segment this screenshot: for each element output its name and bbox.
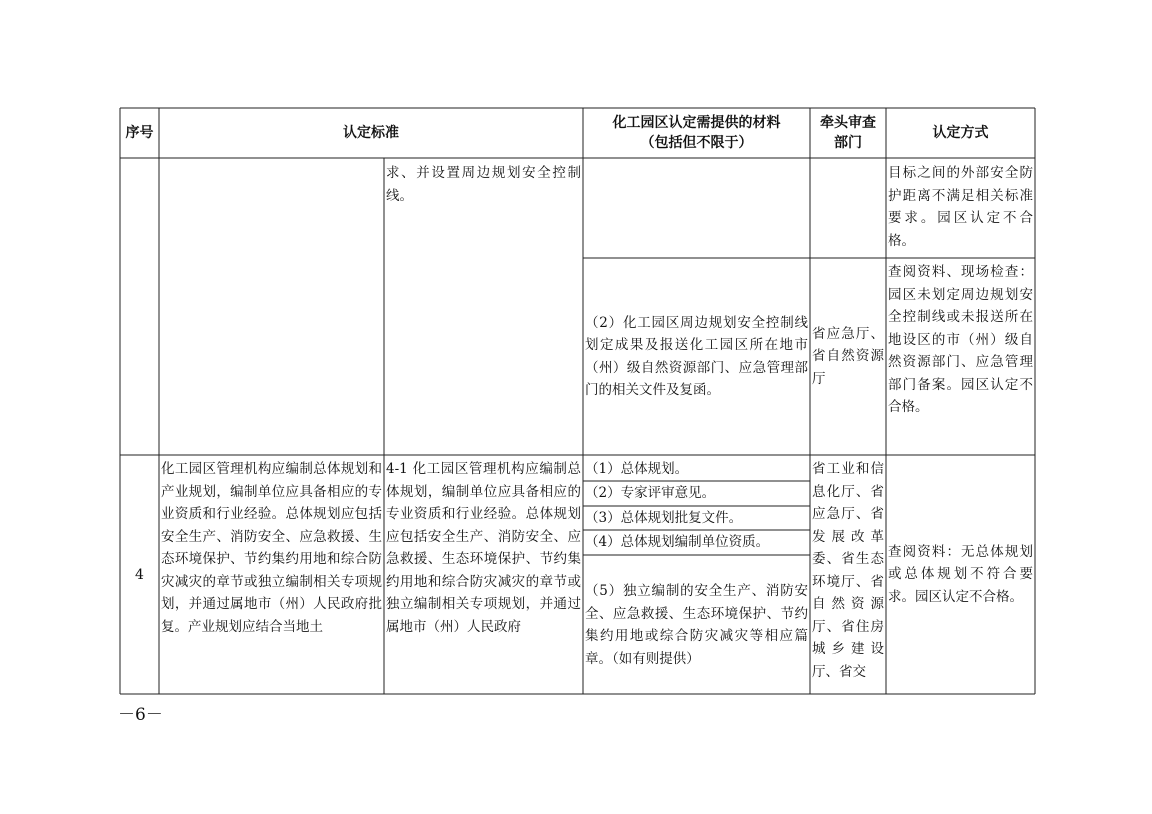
row4-material-4: （4）总体规划编制单位资质。 [585, 534, 770, 550]
row4-standard: 化工园区管理机构应编制总体规划和产业规划，编制单位应具备相应的专业资质和行业经验。总体规划应包括安全生产、消防安全、应急救援、生态环境保护、节约集约用地和综合防灾减灾的章节或独立编制相关专项规划，并通过属地市（州）人民政府批复。产业规划应结合当地土 [161, 461, 382, 635]
header-standard: 认定标准 [343, 125, 399, 141]
cont-method-1: 目标之间的外部安全防护距离不满足相关标准要求。园区认定不合格。 [888, 165, 1033, 249]
cont-substandard: 求、并设置周边规划安全控制线。 [386, 165, 581, 204]
row4-method: 查阅资料：无总体规划或总体规划不符合要求。园区认定不合格。 [888, 543, 1033, 605]
cont-method-2: 查阅资料、现场检查：园区未划定周边规划安全控制线或未报送所在地设区的市（州）级自然资源部门、应急管理部门备案。园区认定不合格。 [888, 264, 1033, 415]
page-number: －6－ [118, 705, 163, 725]
header-materials: 化工园区认定需提供的材料 （包括但不限于） [612, 115, 781, 151]
header-seq: 序号 [125, 125, 154, 141]
cont-dept-2: 省应急厅、省自然资源厅 [812, 325, 884, 387]
row4-material-3: （3）总体规划批复文件。 [585, 510, 743, 526]
row4-material-2: （2）专家评审意见。 [585, 485, 716, 501]
header-dept: 牵头审查 部门 [820, 115, 876, 151]
row4-substandard: 4-1 化工园区管理机构应编制总体规划，编制单位应具备相应的专业资质和行业经验。总体规划应包括安全生产、消防安全、应急救援、生态环境保护、节约集约用地和综合防灾减灾的章节或独立编制相关专项规划，并通过属地市（州）人民政府 [386, 461, 581, 635]
row4-seq: 4 [135, 566, 144, 583]
header-method: 认定方式 [932, 125, 989, 141]
row4-dept: 省工业和信息化厅、省应急厅、省发展改革委、省生态环境厅、省自然资源厅、省住房城乡建设厅、省交 [812, 461, 884, 680]
cont-material-2: （2）化工园区周边规划安全控制线划定成果及报送化工园区所在地市（州）级自然资源部门、应急管理部门的相关文件及复函。 [585, 314, 808, 398]
row4-material-5: （5）独立编制的安全生产、消防安全、应急救援、生态环境保护、节约集约用地或综合防灾减灾等相应篇章。（如有则提供） [585, 583, 808, 667]
row4-material-1: （1）总体规划。 [585, 461, 689, 477]
